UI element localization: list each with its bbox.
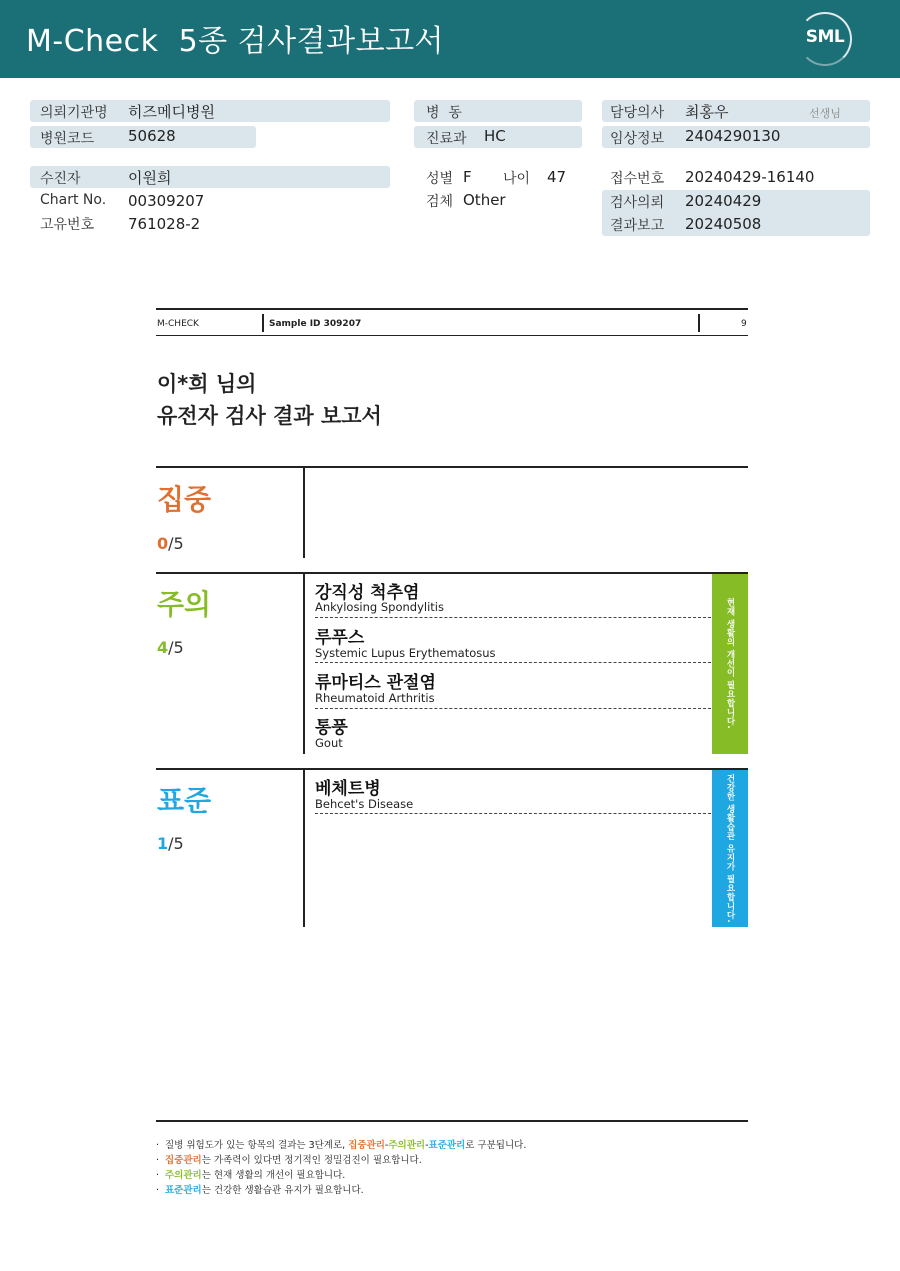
sample-id: Sample ID 309207	[269, 319, 362, 329]
chart-no-label: Chart No.	[40, 192, 107, 208]
notes-rule	[156, 1120, 748, 1122]
specimen-label: 검체	[426, 194, 454, 210]
disease-name-en: Rheumatoid Arthritis	[315, 691, 435, 705]
doctor-value: 최홍우	[685, 103, 729, 121]
caution-count	[157, 638, 184, 657]
sheet-top-rule	[156, 308, 748, 310]
clinical-label: 임상정보	[610, 131, 665, 147]
caution-band	[712, 574, 748, 754]
ward-label: 병 동	[426, 105, 462, 121]
request-date-value: 20240429	[685, 192, 762, 210]
caution-count-total: /5	[168, 638, 184, 657]
patient-row	[30, 166, 390, 188]
standard-rule	[156, 768, 748, 770]
report-title: 유전자 검사 결과 보고서	[157, 404, 382, 428]
standard-title: 표준	[157, 784, 212, 817]
disease-divider	[315, 813, 711, 814]
legend-notes	[156, 1138, 526, 1198]
disease-divider	[315, 708, 711, 709]
disease-name-ko: 통풍	[315, 718, 348, 738]
chart-no-value: 00309207	[128, 192, 205, 210]
dept-value: HC	[484, 127, 506, 145]
focus-rule	[156, 466, 748, 468]
focus-title: 집중	[157, 483, 212, 516]
sml-logo	[798, 12, 852, 66]
disease-divider	[315, 617, 711, 618]
receipt-label: 접수번호	[610, 171, 665, 187]
note-line: · 표준관리는 건강한 생활습관 유지가 필요합니다.	[156, 1185, 364, 1196]
caution-title: 주의	[157, 588, 212, 621]
sheet-brand: M-CHECK	[157, 319, 199, 329]
request-date-label: 검사의뢰	[610, 195, 665, 211]
standard-vline	[303, 770, 305, 927]
disease-name-ko: 루푸스	[315, 628, 365, 648]
disease-name-ko: 베체트병	[315, 779, 381, 799]
note-line: · 질병 위험도가 있는 항목의 결과는 3단계로, 집중관리-주의관리-표준관리로 구분됩니다.	[156, 1140, 527, 1151]
standard-band-text: 건강한 생활습관 유지가 필요합니다.	[725, 773, 735, 924]
note-line: · 주의관리는 현재 생활의 개선이 필요합니다.	[156, 1170, 346, 1181]
requesting-org-value: 히즈메디병원	[128, 103, 215, 121]
sheet-page: 9	[741, 319, 747, 329]
focus-count-total: /5	[168, 534, 184, 553]
report-date-value: 20240508	[685, 215, 762, 233]
disease-name-en: Ankylosing Spondylitis	[315, 600, 444, 614]
doctor-suffix: 선생님	[809, 107, 841, 120]
disease-name-en: Behcet's Disease	[315, 797, 414, 811]
patient-value: 이원희	[128, 169, 172, 187]
unique-no-label: 고유번호	[40, 217, 95, 233]
standard-count-value: 1	[157, 834, 169, 853]
unique-no-value: 761028-2	[128, 215, 201, 233]
clinical-value: 2404290130	[685, 127, 781, 145]
doctor-label: 담당의사	[610, 105, 665, 121]
standard-count-total: /5	[168, 834, 184, 853]
disease-name-en: Systemic Lupus Erythematosus	[315, 646, 496, 660]
standard-band	[712, 770, 748, 927]
sheet-divider-2	[698, 314, 700, 332]
standard-count	[157, 834, 184, 853]
receipt-value: 20240429-16140	[685, 168, 815, 186]
patient-name-line: 이*희 님의	[157, 372, 257, 396]
focus-count	[157, 534, 184, 553]
note-line: · 집중관리는 가족력이 있다면 정기적인 정밀검진이 필요합니다.	[156, 1155, 422, 1166]
report-header-title: M-Check 5종 검사결과보고서	[26, 24, 445, 59]
focus-count-value: 0	[157, 534, 169, 553]
hospital-code-value: 50628	[128, 127, 176, 145]
sheet-divider	[262, 314, 264, 332]
report-date-label: 결과보고	[610, 218, 665, 234]
sex-label: 성별	[426, 171, 454, 187]
hospital-code-label: 병원코드	[40, 131, 95, 147]
logo-text: SML	[805, 27, 845, 47]
requesting-org-label: 의뢰기관명	[40, 105, 108, 121]
patient-label: 수진자	[40, 171, 81, 187]
disease-name-en: Gout	[315, 736, 343, 750]
caution-vline	[303, 574, 305, 754]
age-value: 47	[547, 168, 567, 186]
sheet-sub-rule	[156, 335, 748, 336]
focus-vline	[303, 468, 305, 558]
disease-name-ko: 류마티스 관절염	[315, 673, 436, 693]
caution-count-value: 4	[157, 638, 169, 657]
sex-value: F	[463, 168, 472, 186]
disease-name-ko: 강직성 척추염	[315, 583, 420, 603]
specimen-value: Other	[463, 191, 506, 209]
report-header	[0, 0, 900, 78]
caution-rule	[156, 572, 748, 574]
caution-band-text: 현재 생활의 개선이 필요합니다.	[725, 598, 735, 730]
disease-divider	[315, 662, 711, 663]
age-label: 나이	[503, 171, 531, 187]
dept-label: 진료과	[426, 131, 467, 147]
